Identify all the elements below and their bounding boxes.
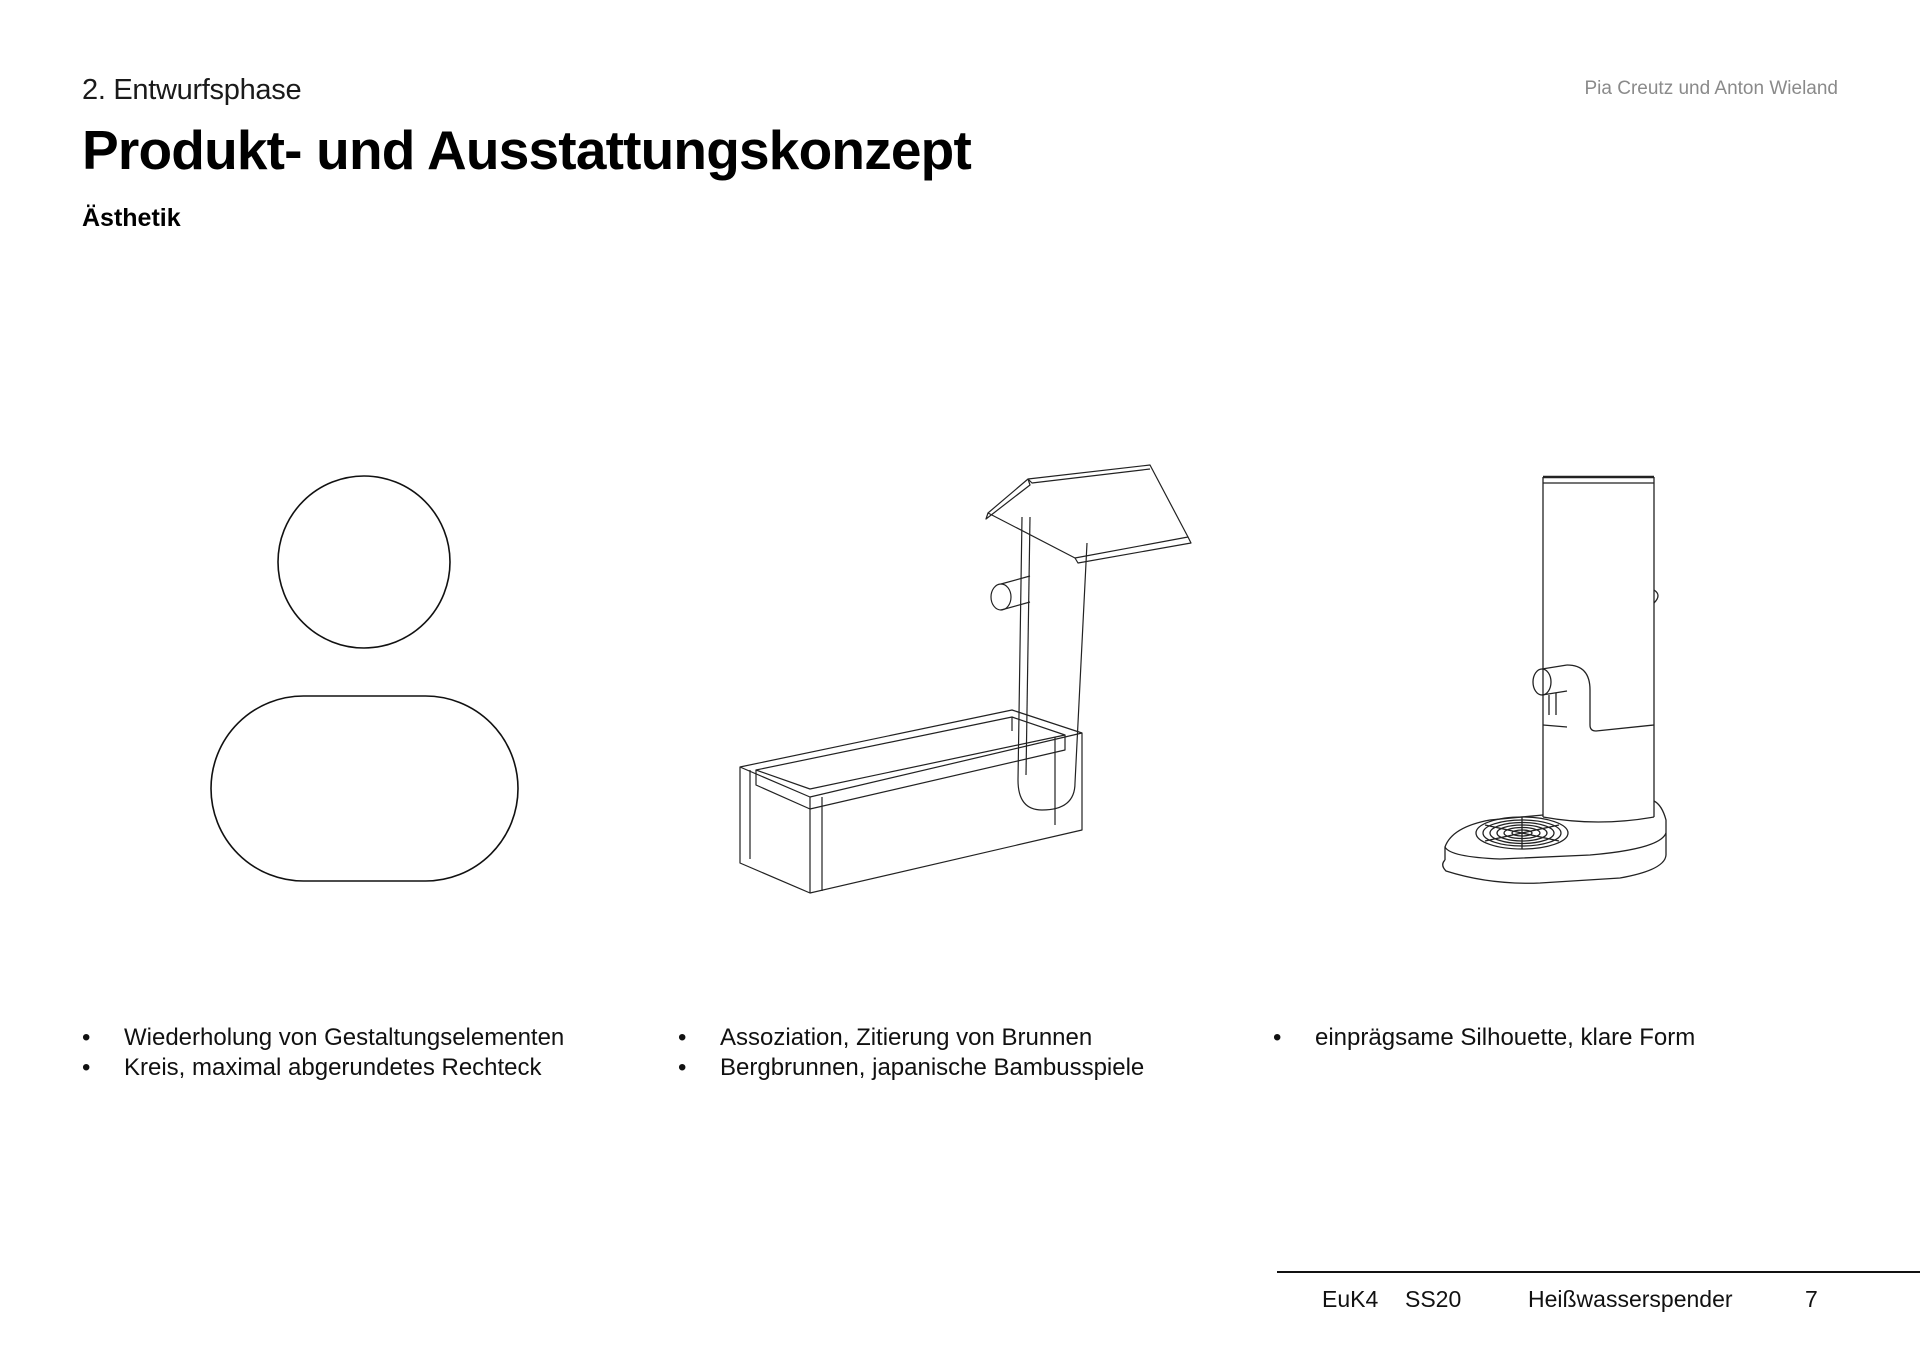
bullet-text: einprägsame Silhouette, klare Form <box>1315 1024 1696 1051</box>
footer-project: Heißwasserspender <box>1528 1286 1733 1312</box>
bullet-dot: • <box>1273 1024 1282 1051</box>
bullet-text: Kreis, maximal abgerundetes Rechteck <box>124 1054 542 1081</box>
page-title: Produkt- und Ausstattungskonzept <box>82 119 971 181</box>
list-item <box>82 1053 564 1083</box>
circle-shape <box>278 476 450 648</box>
authors: Pia Creutz und Anton Wieland <box>1584 78 1838 99</box>
bullet-dot: • <box>82 1054 91 1081</box>
page-number: 7 <box>1805 1286 1818 1312</box>
bullet-list-column-3 <box>1273 1023 1695 1053</box>
footer-course: EuK4 <box>1322 1286 1379 1312</box>
list-item <box>82 1023 564 1053</box>
list-item <box>1273 1023 1695 1053</box>
bullet-dot: • <box>82 1024 91 1051</box>
fountain-with-trough-sketch <box>730 455 1210 915</box>
list-item <box>678 1023 1144 1053</box>
rounded-rectangle-shape <box>211 696 518 881</box>
bullet-list-column-1 <box>82 1023 564 1083</box>
bullet-list-column-2 <box>678 1023 1144 1083</box>
bullet-dot: • <box>678 1024 687 1051</box>
hot-water-dispenser-sketch <box>1430 465 1690 895</box>
page-subtitle: Ästhetik <box>82 204 181 232</box>
bullet-text: Assoziation, Zitierung von Brunnen <box>720 1024 1093 1051</box>
footer-semester: SS20 <box>1405 1286 1462 1312</box>
bullet-text: Bergbrunnen, japanische Bambusspiele <box>720 1054 1145 1081</box>
footer-divider <box>1277 1271 1920 1273</box>
section-label: 2. Entwurfsphase <box>82 74 302 106</box>
list-item <box>678 1053 1144 1083</box>
bullet-dot: • <box>678 1054 687 1081</box>
circle-and-rounded-rectangle-sketch <box>200 460 540 900</box>
bullet-text: Wiederholung von Gestaltungselementen <box>124 1024 565 1051</box>
